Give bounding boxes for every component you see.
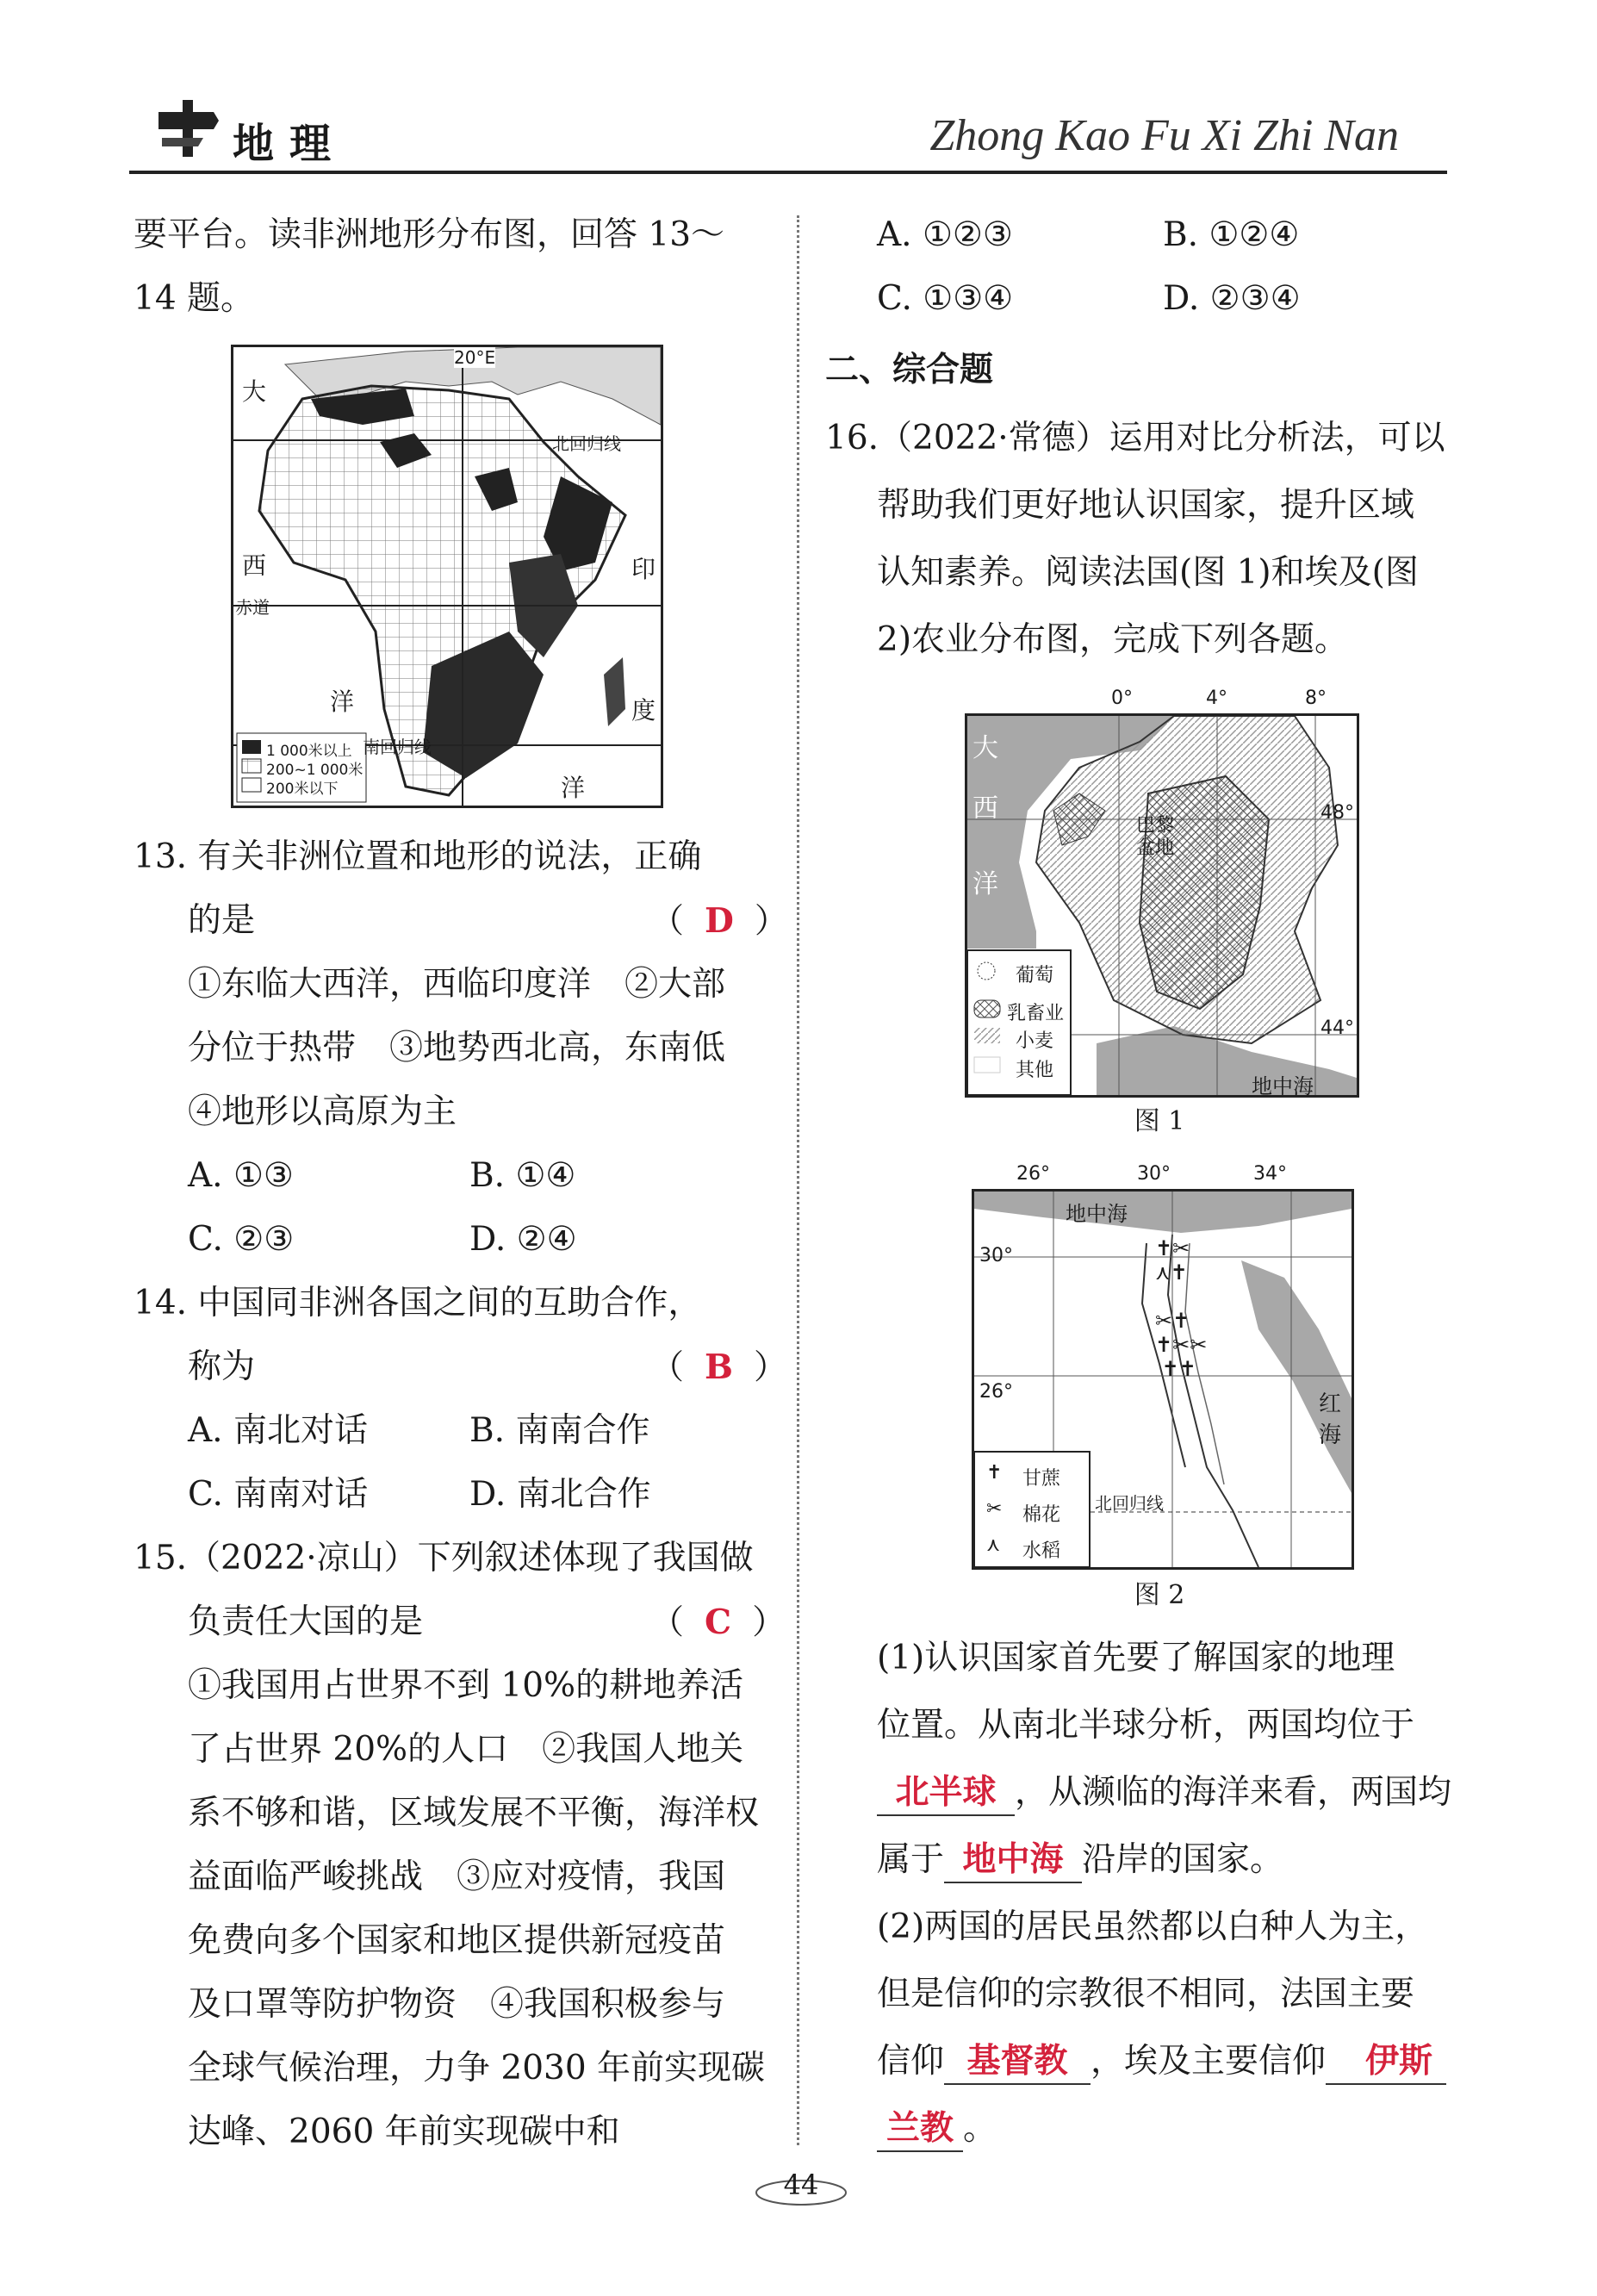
q14-choice-b: B. 南南合作 — [469, 1411, 650, 1450]
fig1-basin-line-2: 盆地 — [1136, 837, 1175, 859]
q15-line-5: 免费向多个国家和地区提供新冠疫苗 — [188, 1921, 726, 1960]
q14-answer-bracket: （ B ） — [650, 1347, 787, 1387]
q15-choice-a: A. ①②③ — [877, 215, 1013, 254]
q14-stem-1: 14. 中国同非洲各国之间的互助合作， — [134, 1284, 702, 1322]
q13-choice-c: C. ②③ — [188, 1220, 295, 1259]
q15-line-2: 了占世界 20%的人口 ②我国人地关 — [188, 1730, 744, 1769]
map-label-yang-left: 洋 — [330, 688, 355, 716]
q16-p2-line-3-prefix: 信仰 — [877, 2042, 945, 2081]
intro-line-2: 14 题。 — [134, 279, 255, 318]
q13-option-line-3: ④地形以高原为主 — [188, 1092, 457, 1131]
sugarcane-icon: ✝ — [986, 1462, 1003, 1484]
q13-option-line-1: ①东临大西洋，西临印度洋 ②大部 — [188, 965, 726, 1004]
fig2-red-sea-2: 海 — [1319, 1422, 1342, 1448]
q15-stem-1: 15.（2022·凉山）下列叙述体现了我国做 — [134, 1539, 754, 1577]
page-number-text: 44 — [783, 2168, 819, 2201]
fig2-sea-label: 地中海 — [1066, 1202, 1128, 1226]
q16-stem-2: 帮助我们更好地认识国家，提升区域 — [877, 486, 1415, 525]
q16-p1-line-4-suffix: 沿岸的国家。 — [1082, 1840, 1284, 1879]
page-number — [749, 2167, 853, 2200]
fig2-legend-cotton: 棉花 — [1022, 1504, 1061, 1526]
q14-choice-c: C. 南南对话 — [188, 1475, 369, 1514]
header-series: Zhong Kao Fu Xi Zhi Nan — [929, 111, 1399, 160]
intro-line-1: 要平台。读非洲地形分布图，回答 13～ — [134, 215, 725, 254]
map-label-du: 度 — [631, 696, 656, 725]
map-meridian-label: 20°E — [454, 347, 496, 368]
q15-choice-b: B. ①②④ — [1163, 215, 1300, 254]
q16-p1-line-1: (1)认识国家首先要了解国家的地理 — [877, 1639, 1395, 1677]
q16-p1-line-4-prefix: 属于 — [877, 1840, 945, 1879]
q16-p1-line-3-text: ，从濒临的海洋来看，两国均 — [1015, 1773, 1452, 1812]
answer-northern-hemisphere: 北半球 — [877, 1770, 1015, 1816]
q16-p1-line-2: 位置。从南北半球分析，两国均位于 — [877, 1706, 1415, 1745]
header-logo-icon — [153, 93, 222, 162]
answer-mediterranean: 地中海 — [944, 1837, 1082, 1883]
q15-line-1: ①我国用占世界不到 10%的耕地养活 — [188, 1666, 744, 1705]
fig1-legend-dairy: 乳畜业 — [1007, 1003, 1065, 1024]
fig1-lon-4: 4° — [1206, 688, 1227, 709]
q15-choice-c: C. ①③④ — [877, 279, 1014, 318]
fig1-caption: 图 1 — [1134, 1106, 1185, 1136]
fig2-legend-rice: 水稻 — [1022, 1540, 1061, 1562]
map-equator-label: 赤道 — [235, 597, 270, 618]
fig2-lon-30: 30° — [1137, 1163, 1171, 1185]
q16-p1-line-3 — [877, 1761, 1451, 1825]
map-label-xi: 西 — [242, 551, 267, 580]
fig1-label-da: 大 — [972, 733, 998, 763]
q16-stem-3: 认知素养。阅读法国(图 1)和埃及(图 — [877, 553, 1419, 592]
egypt-agriculture-map — [972, 1189, 1354, 1570]
map-tropic-south-label: 南回归线 — [363, 737, 432, 757]
answer-islam-part-1: 伊斯 — [1326, 2038, 1446, 2085]
q16-p2-line-2: 但是信仰的宗教很不相同，法国主要 — [877, 1975, 1415, 2013]
rice-icon: ⋏ — [986, 1534, 1001, 1556]
fig1-sea-label: 地中海 — [1252, 1074, 1314, 1098]
cotton-icon: ✂ — [986, 1498, 1003, 1520]
fig2-lon-26: 26° — [1016, 1163, 1050, 1185]
q15-line-6: 及口罩等防护物资 ④我国积极参与 — [188, 1985, 726, 2024]
q15-line-7: 全球气候治理，力争 2030 年前实现碳 — [188, 2049, 766, 2088]
q13-answer-bracket: （ D ） — [650, 901, 788, 941]
q15-choice-d: D. ②③④ — [1163, 279, 1301, 318]
column-divider — [797, 215, 799, 2145]
q13-option-line-2: 分位于热带 ③地势西北高，东南低 — [188, 1029, 726, 1067]
q13-choice-a: A. ①③ — [188, 1156, 294, 1195]
q14-choice-d: D. 南北合作 — [469, 1475, 651, 1514]
fig1-label-yang: 洋 — [972, 869, 998, 899]
map-label-yang-right: 洋 — [561, 774, 586, 802]
fig2-red-sea-1: 红 — [1319, 1391, 1342, 1417]
q16-stem-4: 2)农业分布图，完成下列各题。 — [877, 620, 1349, 659]
africa-terrain-map — [231, 345, 663, 808]
q15-line-4: 益面临严峻挑战 ③应对疫情，我国 — [188, 1857, 726, 1896]
fig2-lat-30: 30° — [979, 1245, 1013, 1266]
q13-choice-d: D. ②④ — [469, 1220, 577, 1259]
q14-answer: B — [705, 1347, 733, 1387]
france-agriculture-map — [965, 713, 1359, 1098]
header-rule — [129, 171, 1447, 174]
q13-choice-b: B. ①④ — [469, 1156, 576, 1195]
fig1-label-xi: 西 — [972, 793, 998, 824]
crop-marker-cluster-icon: ✝✂ ⋏✝ ✂✝ ✝✂✂ ✝✝ — [1155, 1236, 1208, 1381]
q16-stem-1: 16.（2022·常德）运用对比分析法，可以 — [825, 419, 1445, 457]
fig1-lat-48: 48° — [1320, 802, 1354, 824]
legend-mid: 200~1 000米 — [266, 762, 364, 779]
header-subject: 地理 — [233, 120, 347, 168]
legend-low: 200米以下 — [266, 781, 339, 798]
fig1-legend-grape: 葡萄 — [1016, 965, 1054, 986]
section-title: 二、综合题 — [825, 350, 994, 389]
q16-p2-line-4 — [877, 2097, 997, 2161]
fig2-lon-34: 34° — [1253, 1163, 1287, 1185]
q14-choice-a: A. 南北对话 — [188, 1411, 368, 1450]
fig1-legend-other: 其他 — [1016, 1060, 1054, 1081]
q15-answer-bracket: （ C ） — [650, 1602, 786, 1642]
fig2-legend-sugarcane: 甘蔗 — [1022, 1468, 1061, 1490]
map-tropic-north-label: 北回归线 — [552, 433, 621, 454]
q16-p2-line-3 — [877, 2030, 1446, 2094]
fig1-basin-line-1: 巴黎 — [1136, 815, 1175, 837]
answer-christianity: 基督教 — [944, 2038, 1091, 2085]
q14-stem-2: 称为 — [188, 1347, 256, 1386]
q16-p2-line-3-mid: ，埃及主要信仰 — [1091, 2042, 1327, 2081]
fig1-lon-0: 0° — [1111, 688, 1133, 709]
q13-answer: D — [705, 901, 734, 941]
q15-line-3: 系不够和谐，区域发展不平衡，海洋权 — [188, 1794, 760, 1832]
answer-islam-part-2: 兰教 — [877, 2106, 963, 2152]
fig1-legend-wheat: 小麦 — [1016, 1030, 1054, 1052]
map-label-yin: 印 — [631, 555, 656, 583]
q16-p2-line-4-suffix: 。 — [963, 2109, 997, 2148]
fig2-lat-26: 26° — [979, 1381, 1013, 1403]
q15-answer: C — [705, 1602, 732, 1642]
fig1-lat-44: 44° — [1320, 1017, 1354, 1039]
q16-p1-line-4 — [877, 1828, 1283, 1892]
q13-stem-2: 的是 — [188, 901, 256, 940]
fig1-lon-8: 8° — [1305, 688, 1327, 709]
fig2-caption: 图 2 — [1134, 1580, 1185, 1610]
map-label-da: 大 — [242, 377, 267, 406]
q13-stem-1: 13. 有关非洲位置和地形的说法，正确 — [134, 837, 702, 876]
fig2-tropic-label: 北回归线 — [1095, 1493, 1164, 1514]
legend-high: 1 000米以上 — [266, 743, 352, 760]
q16-p2-line-1: (2)两国的居民虽然都以白种人为主， — [877, 1907, 1429, 1946]
q15-stem-2: 负责任大国的是 — [188, 1602, 424, 1641]
q15-line-8: 达峰、2060 年前实现碳中和 — [188, 2112, 620, 2151]
